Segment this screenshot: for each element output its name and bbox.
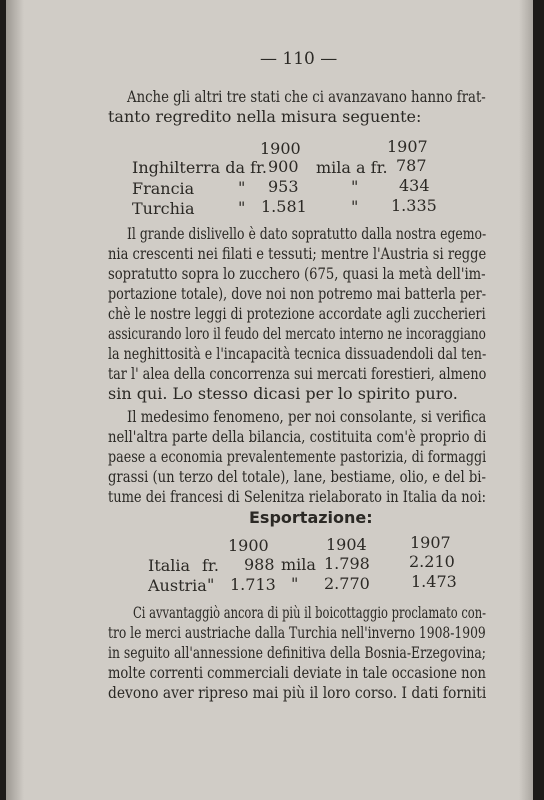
text-line: paese a economia prevalentemente pastorizia, di formaggi [108, 447, 487, 466]
text-line: nell'altra parte della bilancia, costituita com'è proprio di [108, 427, 487, 446]
intro-line: Anche gli altri tre stati che ci avanzavano hanno frat- [127, 87, 486, 106]
table2-row-v1900: 1.713 [230, 575, 276, 594]
table2-row-v1904: 2.770 [324, 574, 370, 593]
table2-row-v1900: 988 [244, 555, 275, 574]
table2-row-country: Italia [148, 556, 191, 575]
table2-year-1904: 1904 [326, 535, 367, 554]
text-line: tro le merci austriache dalla Turchia nell'inverno 1908-1909 [108, 623, 486, 642]
page-gutter-shadow [6, 0, 24, 800]
text-line: Il grande dislivello è dato sopratutto dalla nostra egemo- [127, 224, 487, 243]
text-line: in seguito all'annessione definitiva della Bosnia-Erzegovina; [108, 643, 486, 662]
table1-row-v1907: 434 [399, 176, 430, 195]
table1-year-1900: 1900 [260, 139, 301, 158]
book-page [6, 0, 533, 800]
intro-line: tanto regredito nella misura seguente: [108, 107, 422, 126]
table1-row-ditto: " [238, 178, 246, 197]
table1-row-v1907: 787 [396, 156, 427, 175]
text-line: la neghittosità e l'incapacità tecnica dissuadendoli dal ten- [108, 344, 487, 363]
table1-row-ditto: " [351, 177, 359, 196]
table2-row-unit: fr. [202, 556, 219, 575]
text-line: sopratutto sopra lo zucchero (675, quasi la metà dell'im- [108, 264, 486, 283]
text-line: sin qui. Lo stesso dicasi per lo spirito puro. [108, 384, 458, 403]
text-line: tar l' alea della concorrenza sui mercati forestieri, almeno [108, 364, 487, 383]
table1-row-ditto: " [238, 198, 246, 217]
table2-row-ditto: " [291, 574, 299, 593]
text-line: chè le nostre leggi di protezione accordate agli zuccherieri [108, 304, 486, 323]
table1-row-unit: mila a fr. [316, 158, 388, 177]
table2-row-v1904: 1.798 [324, 554, 370, 573]
table1-row-v1900: 900 [268, 157, 299, 176]
table1-row-country: Francia [132, 179, 195, 198]
page-edge-shadow [519, 0, 533, 800]
table1-row-v1907: 1.335 [391, 196, 437, 215]
page-number: — 110 — [260, 49, 338, 69]
table2-row-country: Austria [148, 576, 207, 595]
text-line: Il medesimo fenomeno, per noi consolante, si verifica [127, 407, 487, 426]
text-line: Ci avvantaggiò ancora di più il boicottaggio proclamato con- [133, 603, 487, 622]
table2-year-1907: 1907 [410, 533, 451, 552]
table2-row-v1907: 1.473 [411, 572, 457, 591]
table2-year-1900: 1900 [228, 536, 269, 555]
text-line: tume dei francesi di Selenitza rielaborato in Italia da noi: [108, 487, 487, 506]
text-line: molte correnti commerciali deviate in tale occasione non [108, 663, 486, 682]
text-line: nia crescenti nei filati e tessuti; mentre l'Austria si regge [108, 244, 487, 263]
table1-row-ditto: " [351, 197, 359, 216]
table1-row-v1900: 1.581 [261, 197, 307, 216]
table1-row-country: Turchia [132, 199, 195, 218]
table2-heading: Esportazione: [249, 508, 373, 527]
table1-row-v1900: 953 [268, 177, 299, 196]
text-line: grassi (un terzo del totale), lane, bestiame, olio, e del bi- [108, 467, 486, 486]
table2-row-unit: mila [281, 555, 316, 574]
table1-row-country: Inghilterra da fr. [132, 158, 267, 177]
table1-year-1907: 1907 [387, 137, 428, 156]
table2-row-v1907: 2.210 [409, 552, 455, 571]
text-line: assicurando loro il feudo del mercato interno ne incoraggiano [108, 324, 486, 343]
text-line: devono aver ripreso mai più il loro corso. I dati forniti [108, 683, 487, 702]
table2-row-ditto: " [207, 575, 215, 594]
text-line: portazione totale), dove noi non potremo mai batterla per- [108, 284, 487, 303]
